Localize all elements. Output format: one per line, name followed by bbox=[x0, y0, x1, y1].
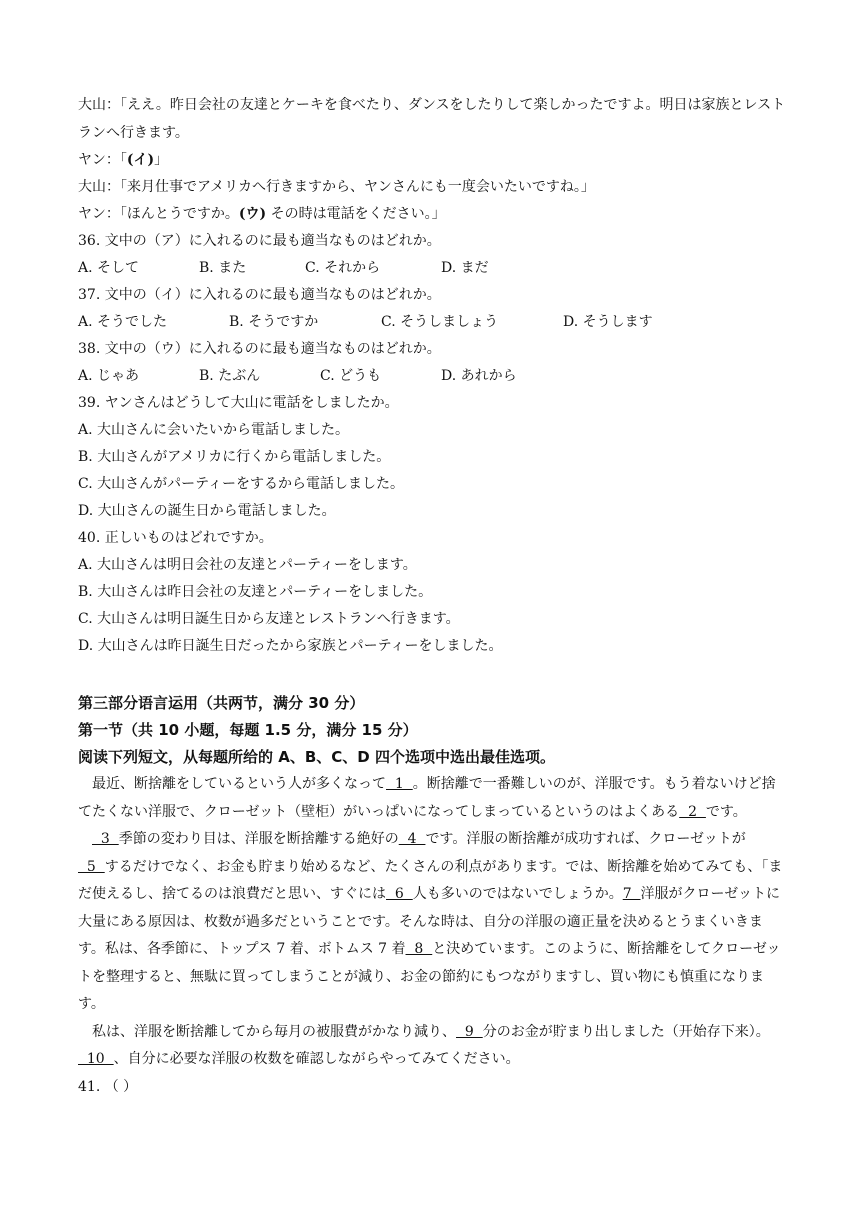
option-d[interactable]: D. まだ bbox=[441, 260, 489, 276]
blank-9[interactable]: 9 bbox=[456, 1023, 483, 1040]
blank-7[interactable]: 7 bbox=[622, 886, 641, 902]
question-37-options bbox=[78, 309, 786, 336]
section-instruction: 阅读下列短文，从每题所给的 A、B、C、D 四个选项中选出最佳选项。 bbox=[78, 748, 555, 766]
section-subtitle: 第一节（共 10 小题，每题 1.5 分，满分 15 分） bbox=[78, 721, 418, 739]
passage-paragraph-3: 私は、洋服を断捨離してから毎月の被服費がかなり減り、 9 分のお金が貯まり出しました（开始存下来）。 10 、自分に必要な洋服の枚数を確認しながらやってみてください。 bbox=[78, 1023, 770, 1067]
dialogue-line-oyama-2: 大山：「来月仕事でアメリカへ行きますから、ヤンさんにも一度会いたいですね。」 bbox=[78, 179, 595, 195]
option-c[interactable]: C. それから bbox=[305, 260, 381, 276]
question-39-stem: 39. ヤンさんはどうして大山に電話をしましたか。 bbox=[78, 395, 399, 411]
dialogue-line-yan-2: ヤン：「ほんとうですか。(ウ) その時は電話をください。」 bbox=[78, 206, 446, 222]
option-c[interactable]: C. どうも bbox=[320, 368, 382, 384]
passage-paragraph-1: 最近、断捨離をしているという人が多くなって 1 。断捨離で一番難しいのが、洋服です。もう着ないけど捨てたくない洋服で、クローゼット（壁柜）がいっぱいになってしまっているというのはよくある 2 です。 bbox=[78, 776, 776, 820]
option-d[interactable]: D. そうします bbox=[563, 314, 653, 330]
exam-content bbox=[78, 92, 786, 1101]
option-a[interactable]: A. じゃあ bbox=[78, 368, 140, 384]
blank-6[interactable]: 6 bbox=[386, 886, 413, 902]
question-36-options bbox=[78, 255, 786, 282]
blank-marker-i: (イ) bbox=[126, 152, 155, 168]
option-c[interactable]: C. 大山さんは明日誕生日から友達とレストランへ行きます。 bbox=[78, 611, 460, 627]
option-b[interactable]: B. そうですか bbox=[229, 314, 319, 330]
answer-line-41[interactable]: 41. （ ） bbox=[78, 1078, 138, 1095]
question-37-stem: 37. 文中の（イ）に入れるのに最も適当なものはどれか。 bbox=[78, 287, 441, 303]
option-d[interactable]: D. あれから bbox=[441, 368, 517, 384]
option-d[interactable]: D. 大山さんは昨日誕生日だったから家族とパーティーをしました。 bbox=[78, 638, 503, 654]
blank-8[interactable]: 8 bbox=[405, 941, 433, 957]
speaker: ヤン： bbox=[78, 206, 120, 222]
dialogue-text: 「ええ。昨日会社の友達とケーキを食べたり、ダンスをしたりして楽しかったですよ。明日は家族とレストランへ行きます。 bbox=[78, 97, 786, 141]
speaker: ヤン： bbox=[78, 152, 120, 168]
option-c[interactable]: C. 大山さんがパーティーをするから電話しました。 bbox=[78, 476, 404, 492]
speaker: 大山： bbox=[78, 179, 120, 195]
blank-4[interactable]: 4 bbox=[398, 831, 426, 847]
question-40-stem: 40. 正しいものはどれですか。 bbox=[78, 530, 273, 546]
blank-2[interactable]: 2 bbox=[679, 803, 706, 820]
section-title: 第三部分语言运用（共两节，满分 30 分） bbox=[78, 694, 365, 712]
option-b[interactable]: B. たぶん bbox=[199, 368, 261, 384]
option-b[interactable]: B. 大山さんは昨日会社の友達とパーティーをしました。 bbox=[78, 584, 433, 600]
passage-paragraph-2: 3 季節の変わり目は、洋服を断捨離する絶好の 4 です。洋服の断捨離が成功すれば、クローゼットが 5 するだけでなく、お金も貯まり始めるなど、たくさんの利点があります。では、断捨離を始めてみても、「まだ使えるし、捨てるのは浪費だと思い、すぐには 6 人も多いのではないでしょうか。7 洋服がクローゼットに大量にある原因は、枚数が過多だということです。そんな時は、自分の洋服の適正量を決めるとうまくいきます。私は、各季節に、トップス 7 着、ボトムス 7 着 8 と決めています。このように、断捨離をしてクローゼットを整理すると、無駄に買ってしまうことが減り、お金の節約にもつながりますし、買い物にも慎重になります。 bbox=[78, 831, 783, 1012]
question-36-stem: 36. 文中の（ア）に入れるのに最も適当なものはどれか。 bbox=[78, 233, 441, 249]
option-c[interactable]: C. そうしましょう bbox=[381, 314, 499, 330]
blank-10[interactable]: 10 bbox=[78, 1051, 114, 1067]
question-38-stem: 38. 文中の（ウ）に入れるのに最も適当なものはどれか。 bbox=[78, 341, 441, 357]
option-a[interactable]: A. 大山さんは明日会社の友達とパーティーをします。 bbox=[78, 557, 417, 573]
blank-1[interactable]: 1 bbox=[386, 776, 413, 792]
dialogue-line-oyama-1 bbox=[78, 92, 786, 147]
speaker: 大山： bbox=[78, 97, 120, 113]
blank-marker-u: (ウ) bbox=[238, 206, 267, 222]
blank-5[interactable]: 5 bbox=[78, 858, 105, 875]
blank-3[interactable]: 3 bbox=[92, 831, 119, 847]
option-a[interactable]: A. そして bbox=[78, 260, 140, 276]
option-a[interactable]: A. 大山さんに会いたいから電話しました。 bbox=[78, 422, 350, 438]
option-d[interactable]: D. 大山さんの誕生日から電話しました。 bbox=[78, 503, 336, 519]
option-a[interactable]: A. そうでした bbox=[78, 314, 168, 330]
option-b[interactable]: B. 大山さんがアメリカに行くから電話しました。 bbox=[78, 449, 391, 465]
question-38-options bbox=[78, 363, 786, 390]
option-b[interactable]: B. また bbox=[199, 260, 247, 276]
dialogue-line-yan-1: ヤン：「(イ)」 bbox=[78, 152, 169, 168]
